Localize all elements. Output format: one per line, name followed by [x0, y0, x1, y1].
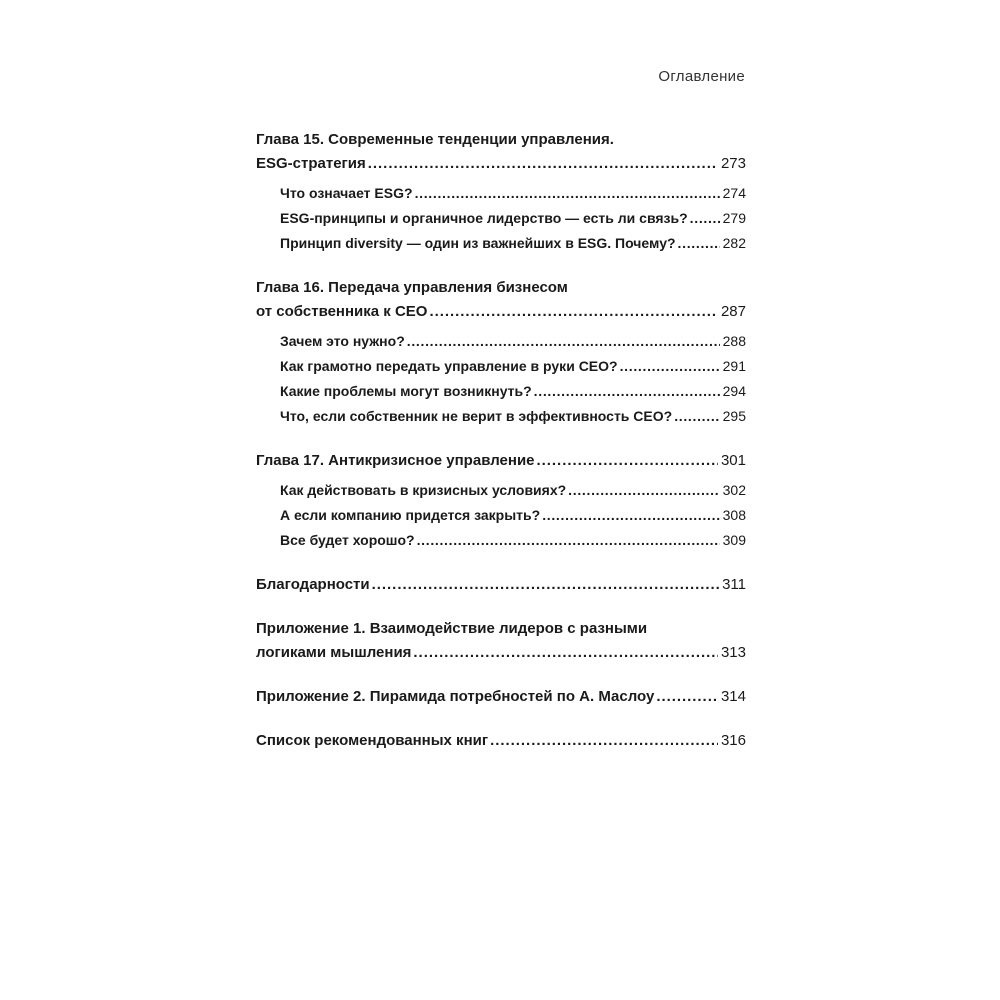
section-title: Как действовать в кризисных условиях? — [280, 482, 567, 498]
dot-leader — [620, 354, 720, 379]
dot-leader — [372, 573, 719, 597]
page-number: 287 — [720, 303, 746, 320]
dot-leader — [542, 503, 719, 528]
section-list — [256, 478, 746, 553]
toc-chapter-16 — [256, 276, 746, 429]
section-title: Что, если собственник не верит в эффективность CEO? — [280, 408, 673, 424]
dot-leader — [415, 181, 720, 206]
dot-leader — [534, 379, 720, 404]
toc-entry[interactable] — [256, 152, 746, 176]
page-number: 274 — [722, 185, 746, 201]
page-number: 291 — [722, 358, 746, 374]
toc-section-entry[interactable] — [256, 231, 746, 256]
page-number: 294 — [722, 383, 746, 399]
toc-chapter-15 — [256, 128, 746, 256]
section-title: ESG-принципы и органичное лидерство — есть ли связь? — [280, 210, 688, 226]
chapter-title-continued: логиками мышления — [256, 644, 412, 661]
page-number: 279 — [722, 210, 746, 226]
section-title: Принцип diversity — один из важнейших в ESG. Почему? — [280, 235, 676, 251]
page-number: 311 — [722, 576, 746, 593]
chapter-title-continued: от собственника к CEO — [256, 303, 428, 320]
toc-appendix-1 — [256, 617, 746, 665]
page-number: 308 — [722, 507, 746, 523]
page-number: 273 — [720, 155, 746, 172]
section-title: Зачем это нужно? — [280, 333, 405, 349]
dot-leader — [417, 528, 720, 553]
chapter-title: Благодарности — [256, 576, 370, 593]
chapter-title: Глава 17. Антикризисное управление — [256, 452, 535, 469]
dot-leader — [656, 685, 718, 709]
section-title: Какие проблемы могут возникнуть? — [280, 383, 532, 399]
running-header: Оглавление — [658, 68, 745, 85]
toc-recommended-books — [256, 729, 746, 753]
dot-leader — [537, 449, 718, 473]
toc-entry[interactable] — [256, 573, 746, 597]
toc-acknowledgements — [256, 573, 746, 597]
chapter-title: Список рекомендованных книг — [256, 732, 489, 749]
toc-entry[interactable] — [256, 300, 746, 324]
section-title: Как грамотно передать управление в руки CEO? — [280, 358, 618, 374]
toc-section-entry[interactable] — [256, 478, 746, 503]
chapter-title: Глава 15. Современные тенденции управления. — [256, 131, 614, 148]
dot-leader — [678, 231, 720, 256]
toc-entry[interactable] — [256, 449, 746, 473]
toc-section-entry[interactable] — [256, 181, 746, 206]
section-title: Что означает ESG? — [280, 185, 413, 201]
toc-entry[interactable] — [256, 729, 746, 753]
toc-entry[interactable] — [256, 641, 746, 665]
toc-chapter-17 — [256, 449, 746, 553]
page-number: 309 — [722, 532, 746, 548]
page-number: 295 — [722, 408, 746, 424]
toc-section-entry[interactable] — [256, 206, 746, 231]
table-of-contents — [256, 128, 746, 773]
toc-entry[interactable] — [256, 685, 746, 709]
toc-section-entry[interactable] — [256, 404, 746, 429]
toc-section-entry[interactable] — [256, 503, 746, 528]
chapter-title: Приложение 1. Взаимодействие лидеров с разными — [256, 620, 648, 637]
toc-section-entry[interactable] — [256, 528, 746, 553]
dot-leader — [490, 729, 718, 753]
page-number: 288 — [722, 333, 746, 349]
page-number: 282 — [722, 235, 746, 251]
dot-leader — [690, 206, 720, 231]
chapter-title-continued: ESG-стратегия — [256, 155, 366, 172]
page-number: 314 — [720, 688, 746, 705]
section-list — [256, 329, 746, 429]
page-number: 301 — [720, 452, 746, 469]
section-title: А если компанию придется закрыть? — [280, 507, 541, 523]
page-number: 316 — [720, 732, 746, 749]
chapter-title: Глава 16. Передача управления бизнесом — [256, 279, 568, 296]
page-number: 313 — [720, 644, 746, 661]
toc-section-entry[interactable] — [256, 379, 746, 404]
toc-appendix-2 — [256, 685, 746, 709]
dot-leader — [568, 478, 719, 503]
dot-leader — [413, 641, 718, 665]
page-number: 302 — [722, 482, 746, 498]
dot-leader — [407, 329, 720, 354]
toc-section-entry[interactable] — [256, 329, 746, 354]
section-list — [256, 181, 746, 256]
toc-section-entry[interactable] — [256, 354, 746, 379]
dot-leader — [674, 404, 719, 429]
section-title: Все будет хорошо? — [280, 532, 415, 548]
dot-leader — [368, 152, 718, 176]
chapter-title: Приложение 2. Пирамида потребностей по А. Маслоу — [256, 688, 655, 705]
dot-leader — [429, 300, 718, 324]
